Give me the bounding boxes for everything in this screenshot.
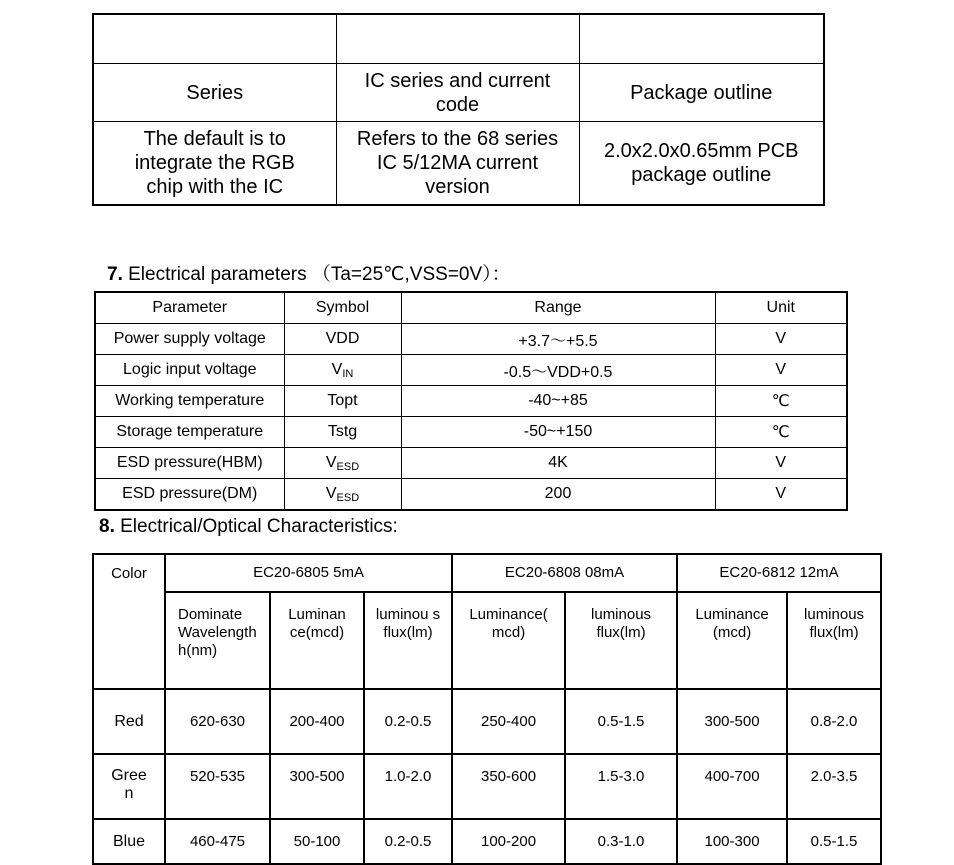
unit-cell: ℃ <box>715 386 847 417</box>
blank-row <box>93 14 824 64</box>
table-row <box>95 355 847 386</box>
parameter-cell: Power supply voltage <box>95 324 284 355</box>
symbol-text: Tstg <box>327 423 358 440</box>
header-ic-series: IC series and current code <box>336 64 579 122</box>
group-header-row <box>93 554 881 592</box>
table-row <box>93 754 881 819</box>
table-row <box>93 819 881 864</box>
table-row <box>95 386 847 417</box>
section-number: 7. <box>107 264 123 285</box>
table-row <box>95 324 847 355</box>
symbol-cell <box>284 448 401 479</box>
unit-cell: ℃ <box>715 417 847 448</box>
value-cell: 520-535 <box>165 754 270 819</box>
value-cell: 400-700 <box>677 754 787 819</box>
range-cell: -50~+150 <box>401 417 715 448</box>
value-cell: 250-400 <box>452 689 565 754</box>
subheader-luminance: Luminance (mcd) <box>677 592 787 689</box>
value-cell: 0.5-1.5 <box>565 689 677 754</box>
color-cell: Green <box>93 754 165 819</box>
symbol-cell <box>284 355 401 386</box>
header-unit: Unit <box>715 292 847 324</box>
section-7-heading <box>107 263 511 287</box>
subheader-luminance: Luminance( mcd) <box>452 592 565 689</box>
subheader-row <box>93 592 881 689</box>
range-cell: 4K <box>401 448 715 479</box>
range-cell: 200 <box>401 479 715 511</box>
value-cell: 350-600 <box>452 754 565 819</box>
table-row <box>95 417 847 448</box>
symbol-cell <box>284 417 401 448</box>
symbol-subscript: ESD <box>336 461 360 473</box>
unit-cell: V <box>715 448 847 479</box>
value-cell: 100-200 <box>452 819 565 864</box>
ic-series-value: Refers to the 68 series IC 5/12MA current version <box>336 122 579 206</box>
symbol-text: V <box>325 485 337 502</box>
section-title: Electrical parameters （Ta=25℃,VSS=0V）： <box>122 264 511 285</box>
subheader-flux: luminous flux(lm) <box>565 592 677 689</box>
series-value: The default is to integrate the RGB chip with the IC <box>93 122 336 206</box>
parameter-cell: Logic input voltage <box>95 355 284 386</box>
header-color: Color <box>93 554 165 689</box>
blank-cell <box>93 14 336 64</box>
value-cell: 300-500 <box>270 754 364 819</box>
value-cell: 0.5-1.5 <box>787 819 881 864</box>
group-header-6812: EC20-6812 12mA <box>677 554 881 592</box>
value-cell: 0.2-0.5 <box>364 819 452 864</box>
range-cell: -40~+85 <box>401 386 715 417</box>
symbol-cell <box>284 386 401 417</box>
group-header-6808: EC20-6808 08mA <box>452 554 677 592</box>
value-cell: 0.8-2.0 <box>787 689 881 754</box>
value-cell: 200-400 <box>270 689 364 754</box>
value-cell: 1.0-2.0 <box>364 754 452 819</box>
subheader-flux: luminou s flux(lm) <box>364 592 452 689</box>
value-cell: 2.0-3.5 <box>787 754 881 819</box>
subheader-flux: luminous flux(lm) <box>787 592 881 689</box>
color-cell: Blue <box>93 819 165 864</box>
range-cell: -0.5～VDD+0.5 <box>401 355 715 386</box>
electrical-parameters-table <box>94 291 848 511</box>
color-cell: Red <box>93 689 165 754</box>
blank-cell <box>336 14 579 64</box>
blank-cell <box>579 14 824 64</box>
optical-characteristics-table <box>92 553 882 865</box>
unit-cell: V <box>715 324 847 355</box>
table-row <box>95 448 847 479</box>
unit-cell: V <box>715 355 847 386</box>
range-cell: +3.7～+5.5 <box>401 324 715 355</box>
group-header-6805: EC20-6805 5mA <box>165 554 452 592</box>
value-cell: 300-500 <box>677 689 787 754</box>
value-cell: 1.5-3.0 <box>565 754 677 819</box>
header-row <box>93 64 824 122</box>
symbol-text: VDD <box>325 330 360 347</box>
header-range: Range <box>401 292 715 324</box>
subheader-wavelength: Dominate Wavelength h(nm) <box>165 592 270 689</box>
section-number: 8. <box>99 516 115 537</box>
section-8-heading <box>99 515 398 539</box>
symbol-subscript: IN <box>342 368 354 380</box>
symbol-text: V <box>325 454 337 471</box>
value-cell: 620-630 <box>165 689 270 754</box>
package-outline-value: 2.0x2.0x0.65mm PCB package outline <box>579 122 824 206</box>
package-table <box>92 13 825 206</box>
section-title: Electrical/Optical Characteristics: <box>114 516 398 537</box>
symbol-cell <box>284 479 401 511</box>
table-row <box>95 479 847 511</box>
parameter-cell: Working temperature <box>95 386 284 417</box>
value-cell: 50-100 <box>270 819 364 864</box>
parameter-cell: Storage temperature <box>95 417 284 448</box>
header-parameter: Parameter <box>95 292 284 324</box>
value-row <box>93 122 824 206</box>
subheader-luminance: Luminan ce(mcd) <box>270 592 364 689</box>
value-cell: 100-300 <box>677 819 787 864</box>
header-series: Series <box>93 64 336 122</box>
value-cell: 0.2-0.5 <box>364 689 452 754</box>
header-symbol: Symbol <box>284 292 401 324</box>
symbol-text: Topt <box>327 392 358 409</box>
symbol-cell <box>284 324 401 355</box>
symbol-text: V <box>331 361 343 378</box>
value-cell: 0.3-1.0 <box>565 819 677 864</box>
header-package-outline: Package outline <box>579 64 824 122</box>
table-header-row <box>95 292 847 324</box>
unit-cell: V <box>715 479 847 511</box>
value-cell: 460-475 <box>165 819 270 864</box>
parameter-cell: ESD pressure(HBM) <box>95 448 284 479</box>
parameter-cell: ESD pressure(DM) <box>95 479 284 511</box>
table-row <box>93 689 881 754</box>
symbol-subscript: ESD <box>336 492 360 504</box>
